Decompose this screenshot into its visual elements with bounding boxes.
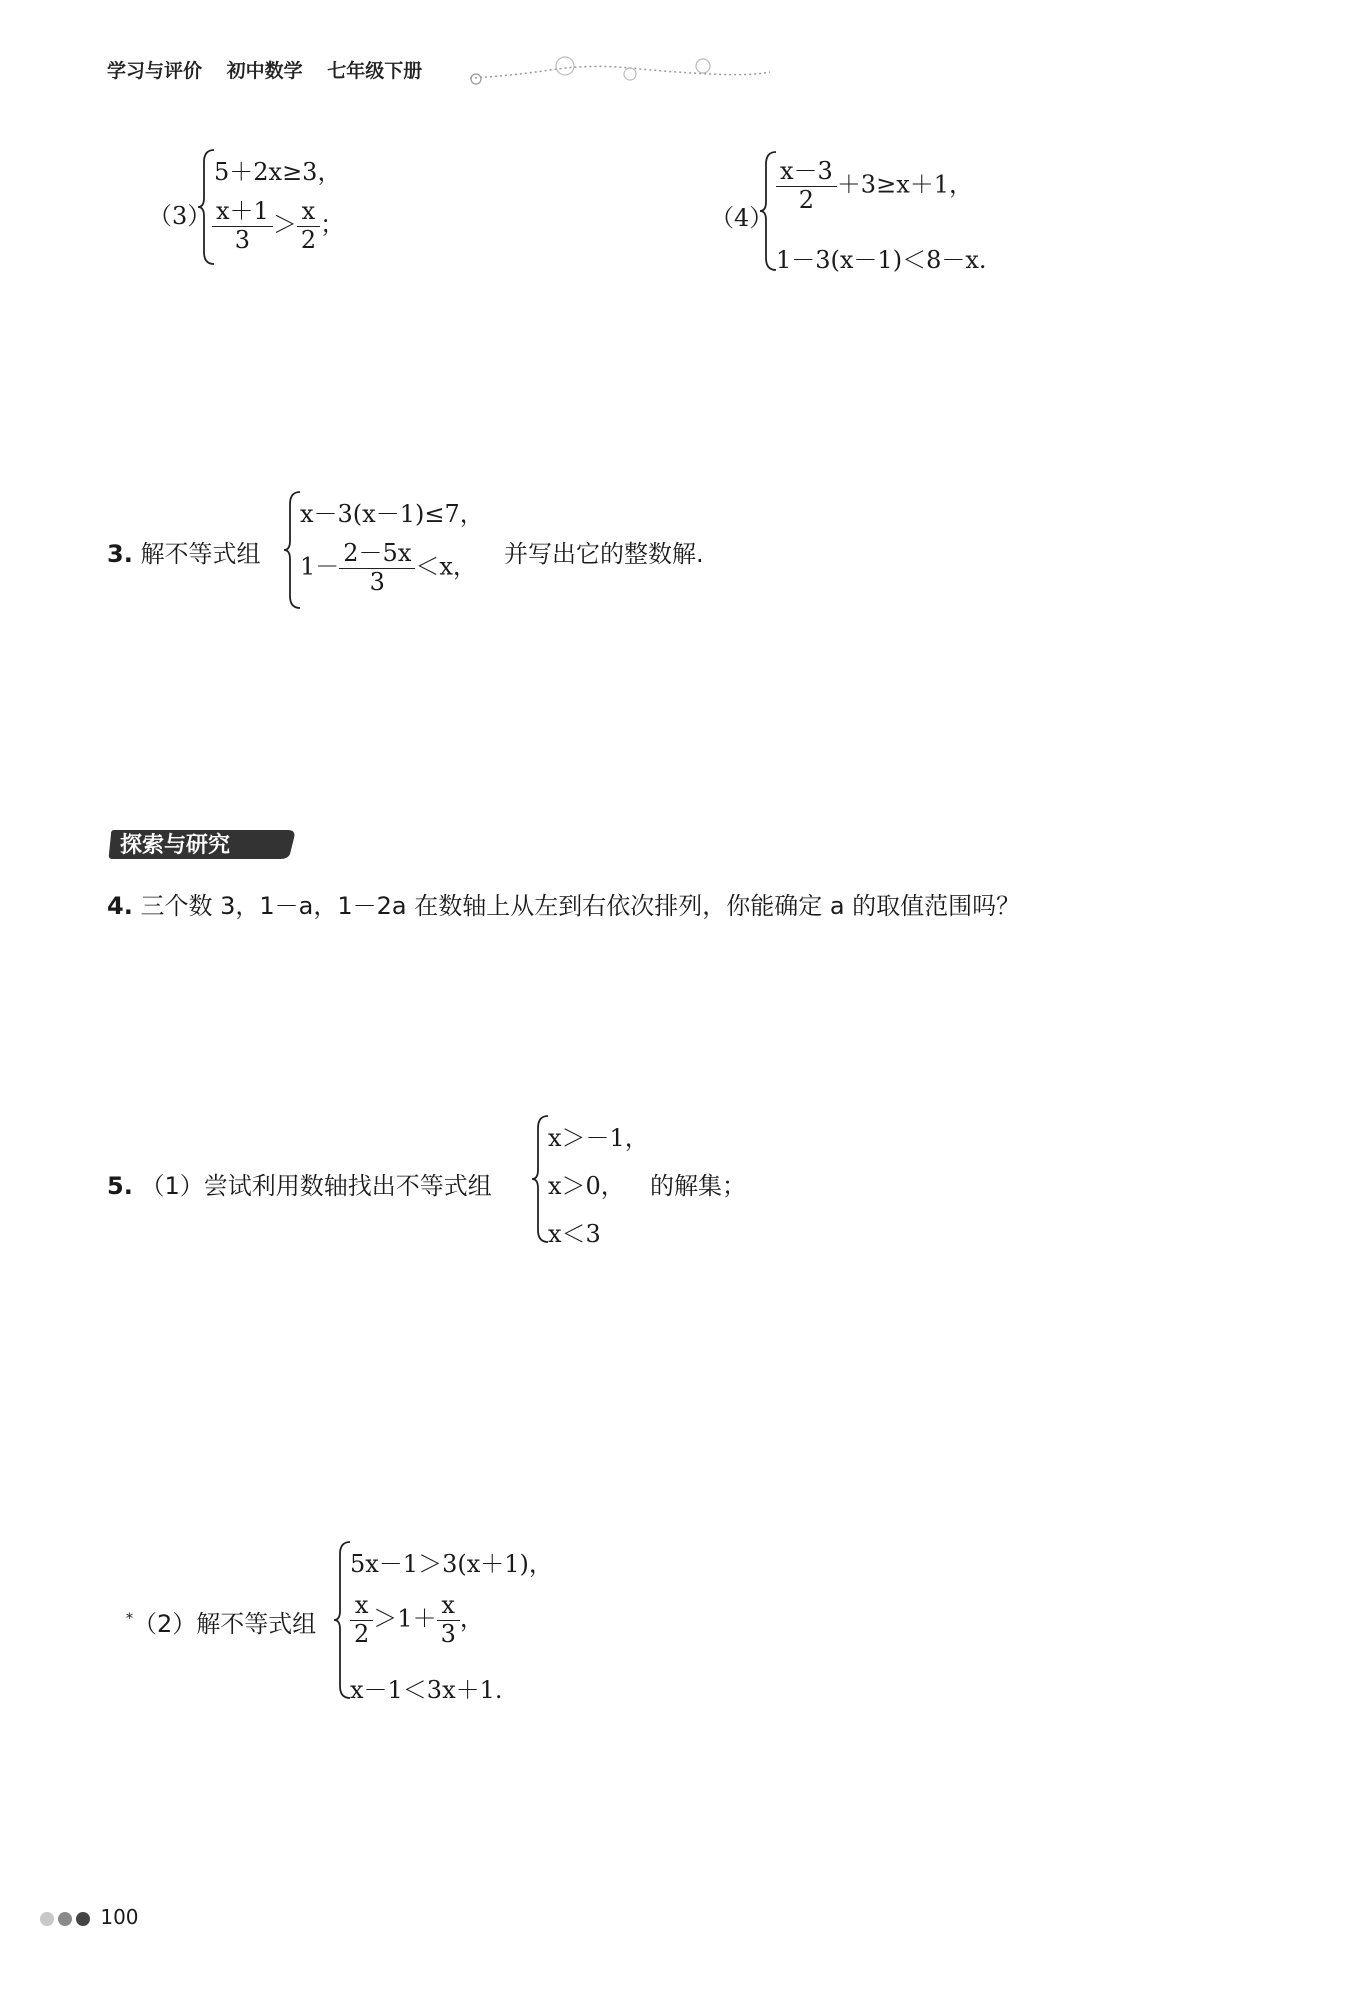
p5-sub1-prefix: （1）尝试利用数轴找出不等式组 [140,1172,492,1200]
p5-sub2-prompt [126,1604,316,1639]
p5-sub2-star: * [126,1611,133,1627]
p2-sub3-line1: 5＋2x≥3， [214,158,342,186]
header-decoration [470,48,770,88]
section-title-text: 探索与研究 [120,833,231,858]
p5-sub2-prefix: （2）解不等式组 [133,1610,317,1638]
footer-dot-dark-icon [76,1912,90,1926]
p5-sub2-line2: $\frac{x}{2}$ ＞1＋ $\frac{x}{3}$ ， [350,1592,484,1648]
p3-number: 3. [107,540,133,568]
p2-sub3-line2: $\frac{x+1}{3}$ ＞ $\frac{x}{2}$ ； [212,198,344,254]
p3-frac: $\frac{2-5x}{3}$ [339,540,415,596]
page-number: 100 [100,1905,139,1929]
p5-sub2-line3: x－1＜3x＋1. [350,1676,503,1704]
footer-dot-light-icon [40,1912,54,1926]
p3-line1: x－3(x－1)≤7， [300,500,484,528]
running-header [107,56,440,83]
p5-sub2-line1: 5x－1＞3(x＋1)， [350,1550,553,1578]
p5-number: 5. [107,1172,133,1200]
p4-number: 4. [107,892,133,920]
p4-prompt [107,886,1020,921]
p3-prefix: 解不等式组 [140,540,261,568]
p2-sub4-label: （4） [710,204,774,232]
p5-sub2-frac1: $\frac{x}{2}$ [350,1592,373,1648]
p2-sub3-frac2: $\frac{x}{2}$ [297,198,320,254]
p2-sub4-line1: $\frac{x-3}{2}$ ＋3≥x＋1， [776,158,973,214]
header-series: 学习与评价 [107,60,203,82]
p5-sub1-line3: x＜3 [548,1220,601,1248]
p4-text: 三个数 3，1－a，1－2a 在数轴上从左到右依次排列，你能确定 a 的取值范围吗？ [140,892,1021,920]
p5-sub1-suffix: 的解集； [650,1172,746,1200]
p5-sub1-line1: x＞－1， [548,1124,649,1152]
p5-sub1-line2: x＞0， [548,1172,625,1200]
footer-dot-mid-icon [58,1912,72,1926]
p2-sub4-frac: $\frac{x-3}{2}$ [776,158,837,214]
p5-sub2-frac2: $\frac{x}{3}$ [437,1592,460,1648]
p5-sub1-prompt [107,1166,492,1201]
p3-prompt [107,534,260,569]
p3-line2: 1－ $\frac{2-5x}{3}$ ＜x， [300,539,477,596]
p3-suffix: 并写出它的整数解. [504,540,704,568]
p2-sub3-frac1: $\frac{x+1}{3}$ [212,198,273,254]
header-subject: 初中数学 [226,60,303,82]
section-title-badge [108,826,298,862]
page-footer [40,1905,139,1929]
header-grade: 七年级下册 [327,60,423,82]
p2-sub4-line2: 1－3(x－1)＜8－x. [776,246,987,274]
p2-sub3-label: （3） [148,202,212,230]
